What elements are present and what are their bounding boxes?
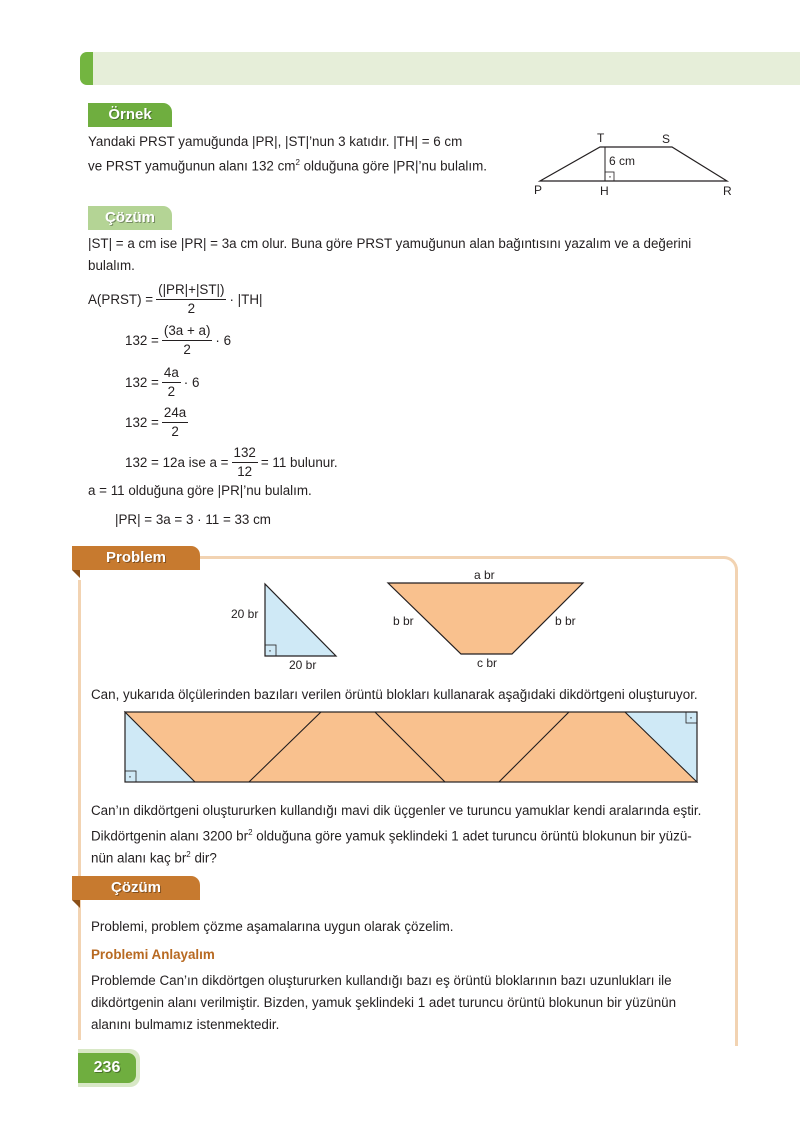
problem-text-4b: dir? — [190, 850, 217, 866]
rect-left-right-angle-dot: · — [128, 769, 132, 783]
eq3-tail: · 6 — [183, 375, 200, 390]
problem-tab-notch — [72, 570, 80, 578]
rect-right-right-angle-dot: · — [689, 710, 693, 724]
triangle-side-label: 20 br — [231, 607, 259, 621]
solution1-intro-1: |ST| = a cm ise |PR| = 3a cm olur. Buna göre PRST yamuğunun alan bağıntısını yazalım ve a değerini — [88, 236, 692, 251]
eq5-b: = 11 bulunur. — [260, 455, 338, 470]
eq2-fraction — [162, 322, 213, 359]
header-bar — [80, 52, 800, 85]
equation-5 — [125, 444, 338, 481]
eq3-den: 2 — [167, 384, 176, 399]
eq5-num: 132 — [232, 444, 258, 463]
eq2-num: (3a + a) — [162, 322, 213, 341]
equation-2 — [125, 322, 231, 359]
problem-tab-label: Problem — [105, 549, 166, 566]
label-h: H — [600, 184, 609, 198]
solution2-subhead: Problemi Anlayalım — [91, 947, 215, 962]
equation-1 — [88, 281, 262, 318]
problem-text-2: Can’ın dikdörtgeni oluştururken kullandığı mavi dik üçgenler ve turuncu yamuklar kendi aralarında eştir. — [91, 803, 702, 818]
label-t: T — [597, 131, 605, 145]
solution2-p3: alanını bulmamız istenmektedir. — [91, 1017, 280, 1032]
example-line-2b: olduğuna göre |PR|’nu bulalım. — [299, 158, 487, 174]
label-r: R — [723, 184, 732, 198]
problem-text-1: Can, yukarıda ölçülerinden bazıları verilen örüntü blokları kullanarak aşağıdaki dikdörtgeni oluşturuyor. — [91, 687, 698, 702]
trapezoid-right-label: b br — [555, 614, 576, 628]
right-angle-dot: · — [608, 169, 612, 183]
eq1-lhs: A(PRST) = — [88, 292, 154, 307]
solution1-a-line: a = 11 olduğuna göre |PR|’nu bulalım. — [88, 483, 312, 498]
eq1-den: 2 — [187, 301, 196, 316]
solution-tab-2-notch — [72, 900, 80, 908]
example-line-2 — [88, 152, 487, 177]
trapezoid-figure — [530, 128, 745, 200]
orange-trapezoid-block — [388, 583, 583, 654]
problem-frame-left — [78, 580, 81, 1040]
eq5-den: 12 — [237, 464, 253, 479]
problem-text-3a: Dikdörtgenin alanı 3200 br — [91, 828, 249, 844]
example-tab — [88, 103, 172, 127]
problem-text-3-sup: 2 — [248, 828, 253, 837]
problem-text-4a: nün alanı kaç br — [91, 850, 187, 866]
label-6cm: 6 cm — [609, 154, 636, 168]
eq2-tail: · 6 — [215, 333, 232, 348]
label-p: P — [534, 183, 543, 197]
problem-tab — [72, 546, 200, 570]
eq5-a: 132 = 12a ise a = — [125, 455, 229, 470]
eq3-num: 4a — [162, 364, 181, 383]
problem-text-3b: olduğuna göre yamuk şeklindeki 1 adet turuncu örüntü blokunun bir yüzü- — [252, 828, 692, 844]
equation-3 — [125, 364, 199, 401]
eq1-fraction — [156, 281, 226, 318]
example-tab-label: Örnek — [108, 106, 152, 123]
eq4-num: 24a — [162, 404, 188, 423]
triangle-base-label: 20 br — [289, 658, 317, 672]
solution2-line-1: Problemi, problem çözme aşamalarına uygun olarak çözelim. — [91, 919, 454, 934]
solution2-p1: Problemde Can’ın dikdörtgen oluştururken kullandığı bazı eş örüntü bloklarının bazı uzunlukları ile — [91, 973, 672, 988]
solution1-result: |PR| = 3a = 3 · 11 = 33 cm — [115, 512, 271, 527]
trapezoid-left-label: b br — [393, 614, 414, 628]
eq1-tail: · |TH| — [229, 292, 263, 307]
eq3-fraction — [162, 364, 181, 401]
eq3-lhs: 132 = — [125, 375, 159, 390]
eq4-den: 2 — [171, 424, 179, 439]
solution2-p2: dikdörtgenin alanı verilmiştir. Bizden, yamuk şeklindeki 1 adet turuncu örüntü blokunun bir yüzünün — [91, 995, 677, 1010]
solution-tab-1 — [88, 206, 172, 230]
eq2-den: 2 — [183, 342, 191, 357]
eq5-fraction — [232, 444, 258, 481]
solution-tab-1-label: Çözüm — [105, 209, 155, 226]
rectangle-figure — [123, 710, 699, 786]
equation-4 — [125, 404, 191, 441]
problem-text-4-sup: 2 — [186, 850, 191, 859]
example-line-2-sup: 2 — [295, 158, 300, 167]
pattern-blocks-figure — [225, 568, 610, 676]
triangle-right-angle-dot: · — [268, 643, 272, 657]
example-line-1: Yandaki PRST yamuğunda |PR|, |ST|’nun 3 katıdır. |TH| = 6 cm — [88, 134, 463, 149]
example-line-2a: ve PRST yamuğunun alanı 132 cm — [88, 158, 296, 174]
solution1-intro-2: bulalım. — [88, 258, 135, 273]
eq1-num: (|PR|+|ST|) — [156, 281, 226, 300]
trapezoid-bottom-label: c br — [477, 656, 498, 670]
problem-text-4 — [91, 844, 217, 869]
page-number: 236 — [78, 1053, 136, 1083]
eq4-fraction — [162, 404, 188, 441]
solution-tab-2 — [72, 876, 200, 900]
solution-tab-2-label: Çözüm — [111, 879, 161, 896]
trapezoid-top-label: a br — [474, 568, 495, 582]
eq4-lhs: 132 = — [125, 415, 159, 430]
eq2-lhs: 132 = — [125, 333, 159, 348]
header-accent — [80, 52, 93, 85]
label-s: S — [662, 132, 671, 146]
